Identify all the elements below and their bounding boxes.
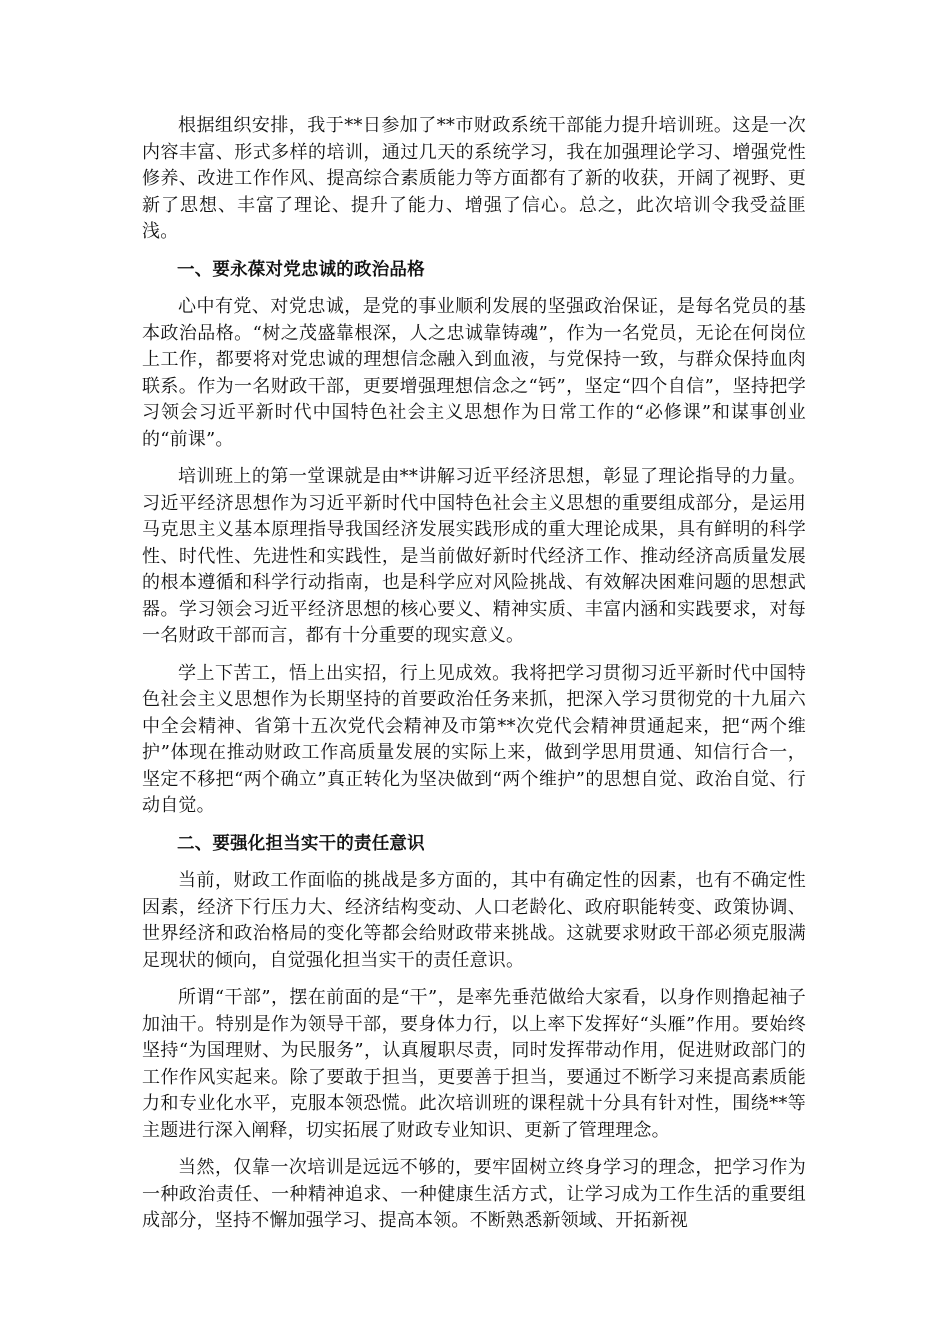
- body-paragraph: 当前，财政工作面临的挑战是多方面的，其中有确定性的因素，也有不确定性因素，经济下行压力大、经济结构变动、人口老龄化、政府职能转变、政策协调、世界经济和政治格局的变化等都会给财政带来挑战。这就要求财政干部必须克服满足现状的倾向，自觉强化担当实干的责任意识。: [142, 870, 806, 971]
- body-paragraph: 所谓“干部”，摆在前面的是“干”，是率先垂范做给大家看，以身作则撸起袖子加油干。特别是作为领导干部，要身体力行，以上率下发挥好“头雁”作用。要始终坚持“为国理财、为民服务”，认真履职尽责，同时发挥带动作用，促进财政部门的工作作风实起来。除了要敢于担当，更要善于担当，要通过不断学习来提高素质能力和专业化水平，克服本领恐慌。此次培训班的课程就十分具有针对性，围绕**等主题进行深入阐释，切实拓展了财政专业知识、更新了管理理念。: [142, 987, 806, 1141]
- intro-paragraph: 根据组织安排，我于**日参加了**市财政系统干部能力提升培训班。这是一次内容丰富、形式多样的培训，通过几天的系统学习，我在加强理论学习、增强党性修养、改进工作作风、提高综合素质能力等方面都有了新的收获，开阔了视野、更新了思想、丰富了理论、提升了能力、增强了信心。总之，此次培训令我受益匪浅。: [142, 115, 806, 242]
- body-paragraph: 学上下苦工，悟上出实招，行上见成效。我将把学习贯彻习近平新时代中国特色社会主义思想作为长期坚持的首要政治任务来抓，把深入学习贯彻党的十九届六中全会精神、省第十五次党代会精神及市第**次党代会精神贯通起来，把“两个维护”体现在推动财政工作高质量发展的实际上来，做到学思用贯通、知信行合一，坚定不移把“两个确立”真正转化为坚决做到“两个维护”的思想自觉、政治自觉、行动自觉。: [142, 662, 806, 816]
- body-paragraph: 当然，仅靠一次培训是远远不够的，要牢固树立终身学习的理念，把学习作为一种政治责任、一种精神追求、一种健康生活方式，让学习成为工作生活的重要组成部分，坚持不懈加强学习、提高本领。不断熟悉新领域、开拓新视: [142, 1157, 806, 1231]
- body-paragraph: 心中有党、对党忠诚，是党的事业顺利发展的坚强政治保证，是每名党员的基本政治品格。“树之茂盛靠根深，人之忠诚靠铸魂”，作为一名党员，无论在何岗位上工作，都要将对党忠诚的理想信念融入到血液，与党保持一致，与群众保持血肉联系。作为一名财政干部，更要增强理想信念之“钙”，坚定“四个自信”，坚持把学习领会习近平新时代中国特色社会主义思想作为日常工作的“必修课”和谋事创业的“前课”。: [142, 296, 806, 450]
- section-heading-2: 二、要强化担当实干的责任意识: [177, 833, 425, 854]
- body-paragraph: 培训班上的第一堂课就是由**讲解习近平经济思想，彰显了理论指导的力量。习近平经济思想作为习近平新时代中国特色社会主义思想的重要组成部分，是运用马克思主义基本原理指导我国经济发展实践形成的重大理论成果，具有鲜明的科学性、时代性、先进性和实践性，是当前做好新时代经济工作、推动经济高质量发展的根本遵循和科学行动指南，也是科学应对风险挑战、有效解决困难问题的思想武器。学习领会习近平经济思想的核心要义、精神实质、丰富内涵和实践要求，对每一名财政干部而言，都有十分重要的现实意义。: [142, 466, 806, 646]
- document-body: [142, 113, 806, 1246]
- section-heading-1: 一、要永葆对党忠诚的政治品格: [177, 259, 425, 280]
